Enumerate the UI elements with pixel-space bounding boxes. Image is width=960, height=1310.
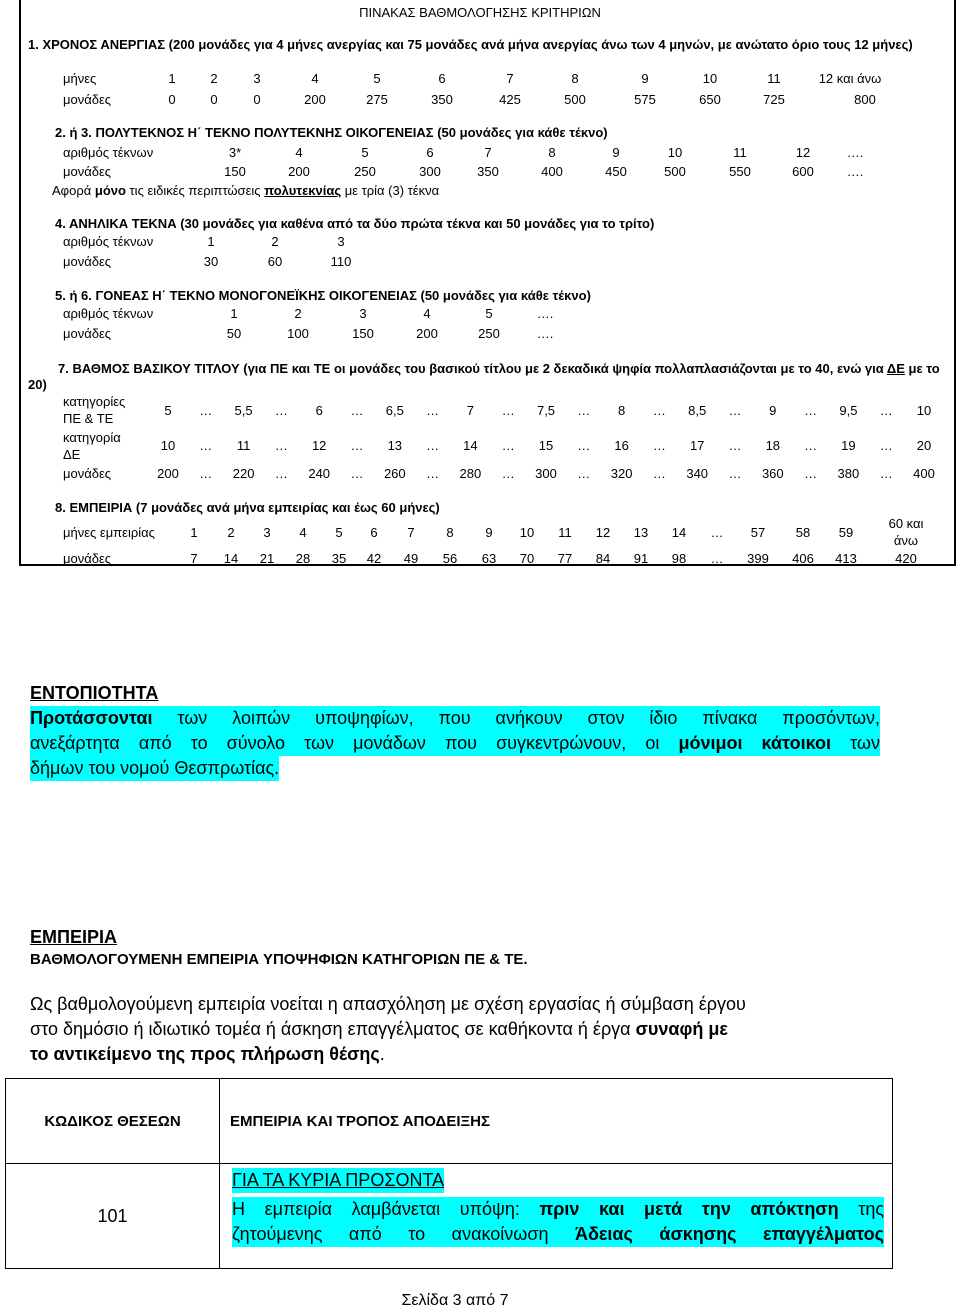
experience-para-line1: Ως βαθμολογούμενη εμπειρία νοείται η απασχόληση με σχέση εργασίας ή σύμβαση έργου (30, 994, 746, 1014)
table-cell: 28 (295, 551, 311, 566)
text: Η εμπειρία λαμβάνεται υπόψη: (232, 1199, 540, 1219)
table-cell: 12 (311, 438, 327, 453)
table-cell: 13 (387, 438, 403, 453)
table-cell: … (710, 525, 724, 540)
table-cell: 15 (538, 438, 554, 453)
row-label: μήνες εμπειρίας (63, 525, 155, 540)
table-cell: 58 (795, 525, 811, 540)
row-title: ΓΙΑ ΤΑ ΚΥΡΙΑ ΠΡΟΣΟΝΤΑ (232, 1168, 444, 1193)
table-cell: 1 (190, 525, 198, 540)
experience-title: ΕΜΠΕΙΡΙΑ (30, 927, 118, 947)
table-cell: 60 και (888, 516, 924, 531)
table-cell: 100 (287, 326, 309, 341)
table-cell: 8 (571, 71, 579, 86)
table-cell: 1 (207, 234, 215, 249)
table-cell: 5 (361, 145, 369, 160)
table-cell: … (426, 466, 440, 481)
table-cell: 7 (466, 403, 475, 418)
table-cell: … (710, 551, 724, 566)
header-code: ΚΩΔΙΚΟΣ ΘΕΣΕΩΝ (6, 1079, 220, 1164)
table-cell: 11 (767, 71, 781, 86)
table-cell: 320 (610, 466, 633, 481)
experience-subtitle: ΒΑΘΜΟΛΟΓΟΥΜΕΝΗ ΕΜΠΕΙΡΙΑ ΥΠΟΨΗΦΙΩΝ ΚΑΤΗΓΟΡΙΩΝ ΠΕ & ΤΕ. (30, 951, 528, 968)
text: ζητούμενης από το ανακοίνωση (232, 1224, 575, 1244)
table-cell: 300 (419, 164, 441, 179)
table-cell: 84 (595, 551, 611, 566)
bold-text: πριν και μετά την απόκτηση (539, 1199, 839, 1219)
table-cell: 240 (308, 466, 331, 481)
table-cell: 500 (664, 164, 686, 179)
section4-heading: 4. ΑΝΗΛΙΚΑ ΤΕΚΝΑ (30 μονάδες για καθένα από τα δύο πρώτα τέκνα και 50 μονάδες για το τρίτο) (55, 216, 655, 231)
table-cell: … (426, 403, 440, 418)
locality-line1 (30, 706, 880, 731)
row-label: μονάδες (63, 551, 112, 566)
section2-heading: 2. ή 3. ΠΟΛΥΤΕΚΝΟΣ Η΄ ΤΕΚΝΟ ΠΟΛΥΤΕΚΝΗΣ ΟΙΚΟΓΕΝΕΙΑΣ (50 μονάδες για κάθε τέκνο) (55, 125, 608, 140)
table-cell: 10 (519, 525, 535, 540)
bold-text: συναφή με (635, 1019, 728, 1039)
table-cell: … (804, 403, 818, 418)
table-cell: …. (846, 164, 864, 179)
table-cell: 5 (485, 306, 493, 321)
row-label: αριθμός τέκνων (63, 145, 154, 160)
table-cell: 14 (223, 551, 239, 566)
note-bold-underlined: πολυτεκνίας (264, 183, 342, 198)
table-cell: 12 (795, 145, 811, 160)
table-cell: 300 (535, 466, 557, 481)
table-cell: 800 (854, 92, 876, 107)
locality-line3: δήμων του νομού Θεσπρωτίας. (30, 756, 279, 781)
heading-text: με το 20) (28, 361, 940, 392)
table-cell: 8 (548, 145, 556, 160)
table-cell: 17 (689, 438, 705, 453)
table-cell: 57 (750, 525, 766, 540)
table-cell: 280 (459, 466, 482, 481)
table-cell: 3 (337, 234, 345, 249)
section1-heading: 1. ΧΡΟΝΟΣ ΑΝΕΡΓΙΑΣ (200 μονάδες για 4 μήνες ανεργίας και 75 μονάδες ανά μήνα ανεργίας άνω των 4 μηνών, με ανώτατο όριο τους 12 μήνες) (28, 37, 913, 52)
codes-table (5, 1078, 893, 1269)
table-cell: 413 (835, 551, 857, 566)
heading-underlined: ΔΕ (886, 361, 905, 376)
table-cell: … (274, 466, 288, 481)
table-cell: 30 (203, 254, 219, 269)
table-cell: 5 (373, 71, 381, 86)
table-cell: … (426, 438, 440, 453)
table-cell: 4 (311, 71, 319, 86)
table-cell: 9 (641, 71, 649, 86)
locality-title: ΕΝΤΟΠΙΟΤΗΤΑ (30, 683, 159, 703)
table-cell: 2 (294, 306, 302, 321)
table-cell: 12 (595, 525, 611, 540)
row-label: αριθμός τέκνων (63, 306, 154, 321)
table-cell: 42 (366, 551, 382, 566)
table-cell: 450 (605, 164, 627, 179)
table-cell: 7 (407, 525, 415, 540)
table-cell: … (577, 438, 591, 453)
table-cell: 500 (564, 92, 586, 107)
table-cell: 70 (519, 551, 535, 566)
table-cell: 91 (633, 551, 649, 566)
table-cell: 77 (557, 551, 573, 566)
experience-para-line3 (30, 1042, 385, 1067)
table-cell: 35 (331, 551, 347, 566)
table-header-row (6, 1079, 893, 1164)
section8-heading: 8. ΕΜΠΕΙΡΙΑ (7 μονάδες ανά μήνα εμπειρίας και έως 60 μήνες) (55, 500, 440, 515)
table-cell: … (577, 466, 591, 481)
experience-para-line2 (30, 1017, 728, 1042)
row-label: αριθμός τέκνων (63, 234, 154, 249)
row-label: μονάδες (63, 254, 112, 269)
table-cell: … (728, 403, 742, 418)
table-cell: 200 (288, 164, 310, 179)
table-cell: 3* (228, 145, 242, 160)
table-cell: 150 (352, 326, 374, 341)
table-cell: 0 (253, 92, 261, 107)
table-cell: 3 (359, 306, 367, 321)
table-cell: 3 (263, 525, 271, 540)
text: στο δημόσιο ή ιδιωτικό τομέα ή άσκηση επαγγέλματος σε καθήκοντα ή έργα (30, 1019, 636, 1039)
row-label: ΔΕ (63, 447, 81, 462)
table-cell: 9 (612, 145, 620, 160)
row-content (220, 1164, 893, 1269)
table-cell: … (274, 403, 288, 418)
note-text: με τρία (3) τέκνα (341, 183, 440, 198)
table-cell: 18 (765, 438, 781, 453)
table-cell: …. (536, 326, 554, 341)
table-cell: 11 (733, 145, 747, 160)
row-label: μήνες (63, 71, 97, 86)
table-cell: 7 (484, 145, 492, 160)
table-cell: 250 (354, 164, 376, 179)
table-cell: 10 (916, 403, 932, 418)
table-cell: … (804, 466, 818, 481)
table-cell: … (879, 466, 893, 481)
table-cell: 6 (315, 403, 323, 418)
table-cell: 13 (633, 525, 649, 540)
table-cell: 14 (671, 525, 687, 540)
row-label: μονάδες (63, 164, 112, 179)
table-cell: 725 (763, 92, 785, 107)
table-cell: … (804, 438, 818, 453)
table-cell: 6 (426, 145, 434, 160)
table-cell: … (652, 403, 666, 418)
table-cell: 11 (558, 525, 572, 540)
heading-text: 7. ΒΑΘΜΟΣ ΒΑΣΙΚΟΥ ΤΙΤΛΟΥ (για ΠΕ και ΤΕ οι μονάδες του βασικού τίτλου με 2 δεκαδικά ψηφία πολλαπλασιάζονται με το 40, ενώ για (58, 361, 887, 376)
table-cell: 5 (335, 525, 343, 540)
table-cell: 2 (210, 71, 218, 86)
row-label: ΠΕ & ΤΕ (63, 411, 114, 426)
row-label: κατηγορία (63, 430, 121, 445)
table-cell: 49 (403, 551, 419, 566)
table-cell: 2 (227, 525, 235, 540)
table-cell: … (274, 438, 288, 453)
table-cell: …. (536, 306, 554, 321)
table-cell: 7 (190, 551, 198, 566)
table-cell: 220 (232, 466, 255, 481)
table-cell: 5,5 (234, 403, 253, 418)
table-cell: 200 (157, 466, 179, 481)
table-cell: … (501, 466, 515, 481)
table-cell: 200 (416, 326, 438, 341)
table-cell: 380 (837, 466, 860, 481)
note-text: τις ειδικές περιπτώσεις (125, 183, 265, 198)
row-label: μονάδες (63, 92, 112, 107)
table-cell: 340 (686, 466, 709, 481)
table-cell: 1 (168, 71, 176, 86)
row-label: μονάδες (63, 466, 112, 481)
bold-text: μόνιμοι κάτοικοι (678, 733, 832, 753)
table-cell: 110 (330, 254, 352, 269)
table-cell: … (199, 403, 213, 418)
table-cell: 59 (838, 525, 854, 540)
text: ανεξάρτητα από το σύνολο των μονάδων που συγκεντρώνουν, οι (30, 733, 679, 753)
table-cell: 19 (841, 438, 856, 453)
table-cell: … (350, 438, 364, 453)
table-cell: … (501, 403, 515, 418)
section5-heading: 5. ή 6. ΓΟΝΕΑΣ Η΄ ΤΕΚΝΟ ΜΟΝΟΓΟΝΕΪΚΗΣ ΟΙΚΟΓΕΝΕΙΑΣ (50 μονάδες για κάθε τέκνο) (55, 288, 591, 303)
bold-text: το αντικείμενο της προς πλήρωση θέσης (30, 1044, 380, 1064)
table-cell: … (652, 466, 666, 481)
table-cell: 11 (236, 438, 251, 453)
table-cell: … (728, 466, 742, 481)
bold-text: Προτάσσονται (30, 708, 153, 728)
table-cell: 2 (271, 234, 279, 249)
table-cell: 600 (792, 164, 814, 179)
table-cell: … (350, 403, 364, 418)
table-cell: …. (846, 145, 864, 160)
table-cell: 425 (499, 92, 521, 107)
row-text-line1 (232, 1197, 884, 1222)
table-cell: 10 (702, 71, 718, 86)
table-cell: 150 (224, 164, 246, 179)
table-cell: 350 (477, 164, 499, 179)
locality-line2 (30, 731, 880, 756)
table-cell: 16 (614, 438, 629, 453)
table-cell: 14 (463, 438, 478, 453)
table-cell: 8 (446, 525, 454, 540)
table-cell: 275 (366, 92, 388, 107)
text: . (379, 1044, 385, 1064)
table-cell: 260 (383, 466, 406, 481)
table-cell: 400 (541, 164, 563, 179)
table-cell: 10 (160, 438, 176, 453)
table-cell: 63 (481, 551, 497, 566)
table-cell: 350 (431, 92, 453, 107)
table-cell: … (577, 403, 591, 418)
table-cell: 0 (168, 92, 176, 107)
table-cell: … (501, 438, 515, 453)
table-cell: 1 (230, 306, 238, 321)
table-cell: … (652, 438, 666, 453)
table-cell: 3 (253, 71, 261, 86)
row-label: μονάδες (63, 326, 112, 341)
section2-note (52, 183, 439, 199)
table-cell: 98 (671, 551, 687, 566)
text: των (831, 733, 880, 753)
table-cell: 6 (370, 525, 378, 540)
table-cell: … (199, 466, 213, 481)
table-cell: … (879, 438, 893, 453)
text: των λοιπών υποψηφίων, που ανήκουν στον ίδιο πίνακα προσόντων, (152, 708, 880, 728)
table-cell: 8 (617, 403, 626, 418)
row-code: 101 (6, 1164, 220, 1269)
row-label: κατηγορίες (63, 394, 126, 409)
table-cell: … (879, 403, 893, 418)
table-cell: 575 (634, 92, 656, 107)
page-footer: Σελίδα 3 από 7 (401, 1292, 509, 1309)
table-cell: 5 (164, 403, 172, 418)
table-cell: 406 (792, 551, 814, 566)
row-text-line2 (232, 1222, 884, 1247)
note-text: Αφορά (52, 183, 95, 198)
note-bold: μόνο (94, 183, 126, 198)
table-cell: άνω (893, 533, 919, 548)
table-row (6, 1164, 893, 1269)
header-experience: ΕΜΠΕΙΡΙΑ ΚΑΙ ΤΡΟΠΟΣ ΑΠΟΔΕΙΞΗΣ (220, 1079, 893, 1164)
table-cell: 250 (478, 326, 500, 341)
page-title: ΠΙΝΑΚΑΣ ΒΑΘΜΟΛΟΓΗΣΗΣ ΚΡΙΤΗΡΙΩΝ (359, 5, 601, 20)
table-cell: 4 (423, 306, 431, 321)
table-cell: 12 και άνω (818, 71, 882, 86)
table-cell: 360 (761, 466, 784, 481)
table-cell: 400 (913, 466, 935, 481)
table-cell: 4 (299, 525, 307, 540)
table-cell: 56 (442, 551, 458, 566)
table-cell: 399 (747, 551, 769, 566)
table-cell: 50 (226, 326, 242, 341)
table-cell: 0 (210, 92, 218, 107)
table-cell: … (350, 466, 364, 481)
table-cell: 10 (667, 145, 683, 160)
table-cell: 9,5 (839, 403, 858, 418)
bold-text: Άδειας άσκησης επαγγέλματος (574, 1224, 884, 1244)
text: της (838, 1199, 884, 1219)
table-cell: 4 (295, 145, 303, 160)
table-cell: 60 (267, 254, 283, 269)
table-cell: 550 (729, 164, 751, 179)
table-cell: 6,5 (385, 403, 404, 418)
table-cell: 9 (769, 403, 777, 418)
table-cell: 7 (506, 71, 514, 86)
table-cell: 20 (916, 438, 932, 453)
table-cell: 21 (259, 551, 275, 566)
table-cell: 7,5 (536, 403, 556, 418)
table-cell: 9 (485, 525, 493, 540)
table-cell: … (728, 438, 742, 453)
table-cell: 650 (699, 92, 721, 107)
section7-heading (28, 361, 948, 393)
table-cell: … (199, 438, 213, 453)
table-cell: 200 (304, 92, 326, 107)
table-cell: 8,5 (688, 403, 707, 418)
table-cell: 420 (895, 551, 917, 566)
table-cell: 6 (438, 71, 446, 86)
